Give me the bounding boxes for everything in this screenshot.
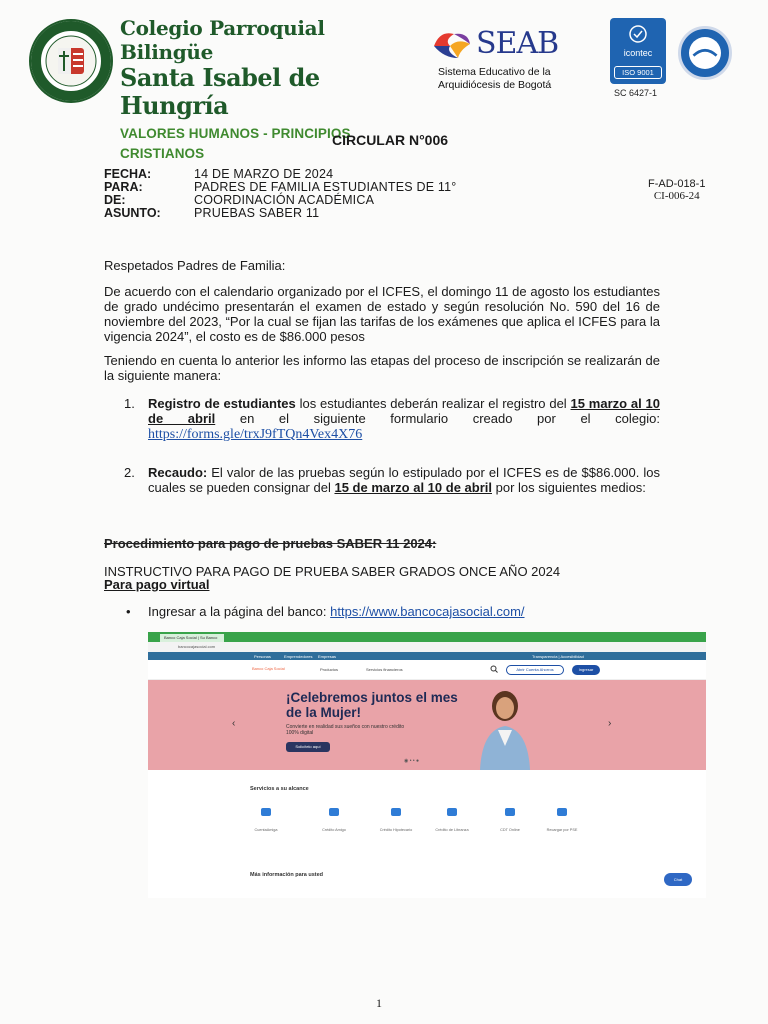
list-body-2 (148, 465, 660, 495)
service-label: CuentaAmiga (254, 828, 278, 832)
procedure-heading: Procedimiento para pago de pruebas SABER 11 2024: (104, 536, 437, 551)
registro-heading: Registro de estudiantes (148, 396, 296, 411)
chevron-right-icon: › (608, 718, 612, 729)
bank-instruction-text: Ingresar a la página del banco: (148, 604, 331, 619)
list-item-registro (124, 396, 660, 442)
circular-meta (104, 168, 457, 220)
seab-subtitle (438, 66, 551, 92)
icontec-label: icontec (623, 48, 653, 58)
truck-icon (329, 808, 339, 816)
school-name-line2: Santa Isabel de Hungría (120, 63, 320, 120)
services-title: Servicios a su alcance (250, 786, 309, 792)
browser-tab: Banco Caja Social | Su Banco (160, 634, 224, 642)
asunto-label: ASUNTO: (104, 206, 161, 220)
paragraph-2: Teniendo en cuenta lo anterior les informo las etapas del proceso de inscripción se realizarán de la siguiente manera: (104, 353, 660, 383)
service-cuenta-amiga (246, 808, 286, 832)
bank-menu-services: Servicios financieros (366, 667, 403, 672)
bank-nav-tab-personas: Personas (254, 654, 271, 659)
search-icon (490, 665, 498, 673)
form-link[interactable]: https://forms.gle/trxJ9fTQn4Vex4X76 (148, 427, 363, 442)
instructions-heading: INSTRUCTIVO PARA PAGO DE PRUEBA SABER GRADOS ONCE AÑO 2024 (104, 564, 561, 579)
list-body-1 (148, 396, 660, 442)
open-account-button: Abrir Cuenta Ahorros (506, 665, 564, 675)
card-icon (261, 808, 271, 816)
service-credito-libranza (432, 808, 472, 832)
bank-top-nav (148, 652, 706, 660)
registro-dates: 15 marzo al 10 de abril (148, 396, 660, 426)
recaudo-dates: 15 de marzo al 10 de abril (334, 480, 492, 495)
list-number-1: 1. (124, 396, 135, 411)
document-code-1: F-AD-018-1 (648, 178, 706, 190)
paragraph-1: De acuerdo con el calendario organizado por el ICFES, el domingo 11 de agosto los estudiantes de grado undécimo presentarán el examen de estado y según resolución No. 590 del 16 de noviembre del 2023, “Por la cual se fijan las tarifas de los exámenes que aplica el ICFES para la vigencia 2024”, el costo es de $86.000 pesos (104, 284, 660, 344)
fecha-value: 14 DE MARZO DE 2024 (194, 167, 334, 181)
chat-button: Chat (664, 873, 692, 886)
bank-main-nav (148, 660, 706, 680)
recaudo-text-2: por los siguientes medios: (492, 480, 646, 495)
money-icon (505, 808, 515, 816)
service-label: Recargar por PSE (546, 828, 578, 832)
browser-url-bar: bancocajasocial.com (148, 642, 706, 652)
fecha-label: FECHA: (104, 167, 152, 181)
bank-nav-tab-empresas: Empresas (318, 654, 337, 659)
page-number: 1 (376, 996, 382, 1010)
icontec-icon (628, 24, 648, 44)
para-value: PADRES DE FAMILIA ESTUDIANTES DE 11° (194, 180, 457, 194)
school-motto: VALORES HUMANOS - PRINCIPIOS CRISTIANOS (120, 126, 351, 161)
para-label: PARA: (104, 180, 143, 194)
school-name-line1: Colegio Parroquial Bilingüe (120, 16, 325, 64)
plane-icon (447, 808, 457, 816)
woman-photo-icon (474, 686, 536, 770)
hero-subtitle: Convierte en realidad sus sueños con nuestro crédito 100% digital (286, 724, 405, 736)
service-label: Crédito de Libranza (435, 828, 469, 832)
bank-nav-tab-emprendedores: Emprendedores (284, 654, 313, 659)
seab-subtitle-line2: Arquidiócesis de Bogotá (438, 79, 552, 91)
registro-text: los estudiantes deberán realizar el registro del (295, 396, 571, 411)
service-cdt-online (490, 808, 530, 832)
service-credito-amigo (314, 808, 354, 832)
chevron-left-icon: ‹ (232, 718, 236, 729)
more-info-title: Más información para usted (250, 872, 324, 878)
bank-menu-products: Productos (320, 667, 339, 672)
service-credito-hipotecario (376, 808, 416, 832)
bank-website-screenshot (148, 632, 706, 898)
bank-brand: Banco Caja Social (252, 666, 285, 671)
document-code-2: CI-006-24 (653, 190, 700, 202)
recaudo-text: El valor de las pruebas según lo estipulado por el ICFES es de $$86.000. los cuales se pueden consignar del (148, 465, 660, 495)
sc-code: SC 6427-1 (614, 88, 658, 98)
iqnet-badge-icon (678, 26, 732, 80)
seab-subtitle-line1: Sistema Educativo de la (438, 66, 551, 78)
de-label: DE: (104, 193, 126, 207)
document-codes (648, 178, 705, 202)
de-value: COORDINACIÓN ACADÉMICA (194, 193, 375, 207)
iso-label: ISO 9001 (614, 66, 662, 79)
virtual-payment-heading: Para pago virtual (104, 577, 210, 592)
bank-instruction (126, 604, 525, 619)
service-recargar-pse (542, 808, 582, 832)
bank-nav-right: Transparencia | Accesibilidad (532, 654, 584, 659)
school-seal-icon (28, 18, 114, 104)
service-label: Crédito Amigo (322, 828, 346, 832)
asunto-value: PRUEBAS SABER 11 (194, 206, 320, 220)
list-item-recaudo (124, 465, 660, 495)
bullet-icon: • (126, 604, 131, 619)
meta-row-asunto (104, 207, 457, 220)
service-label: Crédito Hipotecario (379, 828, 413, 832)
hero-button: Solicítelo aquí (286, 742, 330, 752)
seab-name: SEAB (476, 26, 559, 61)
icontec-badge (610, 18, 666, 84)
circular-title: CIRCULAR N°006 (331, 132, 449, 148)
browser-tab-bar (148, 632, 706, 642)
bank-hero-banner (148, 680, 706, 770)
phone-icon (557, 808, 567, 816)
recaudo-heading: Recaudo: (148, 465, 208, 480)
hero-title: ¡Celebremos juntos el mes de la Mujer! (286, 690, 458, 720)
service-label: CDT Online (500, 828, 520, 832)
house-icon (391, 808, 401, 816)
carousel-dots-icon: ◉ • • ● (404, 758, 420, 764)
salutation: Respetados Padres de Familia: (104, 258, 286, 273)
bank-link[interactable]: https://www.bancocajasocial.com/ (330, 604, 525, 619)
login-button: Ingresar (572, 665, 600, 675)
registro-text-2: en el siguiente formulario creado por el colegio: (215, 411, 660, 426)
list-number-2: 2. (124, 465, 135, 480)
